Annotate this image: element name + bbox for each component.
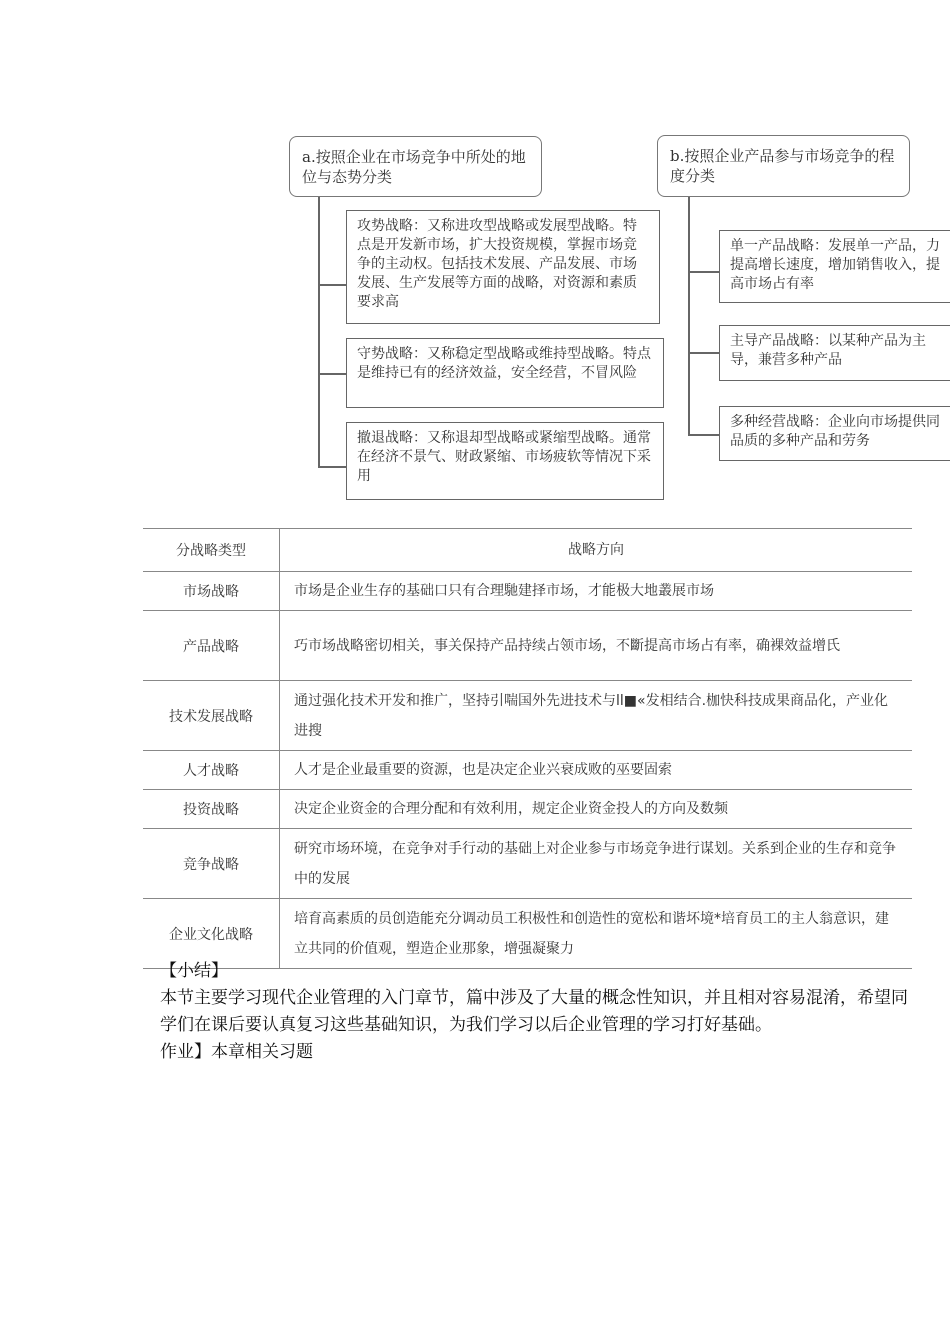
table-row [143,681,912,751]
strategy-type-cell: 人才战略 [143,751,280,790]
strategy-direction-cell: 市场是企业生存的基础口只有合理馳建择市场，才能极大地叢展市场 [280,572,913,611]
leading-product-strategy-box: 主导产品战略：以某种产品为主导，兼营多种产品 [719,325,950,381]
strategy-type-cell: 竞争战略 [143,829,280,899]
strategy-direction-cell: 人才是企业最重要的资源，也是决定企业兴衰成败的巫要固索 [280,751,913,790]
strategy-direction-cell: 培育高素质的员创造能充分调动员工积极性和创造性的宽松和谐坏境*培育员工的主人翁意识，建立共同的价值观，塑造企业那象，增强凝聚力 [280,899,913,969]
table-row [143,572,912,611]
table-header-row [143,529,912,572]
strategy-type-cell: 投资战略 [143,790,280,829]
summary-body: 本节主要学习现代企业管理的入门章节，篇中涉及了大量的概念性知识，并且相对容易混淆，希望同学们在课后要认真复习这些基础知识，为我们学习以后企业管理的学习打好基础。 [160,988,908,1035]
defensive-strategy-box: 守势战略：又称稳定型战略或维持型战略。特点是维持已有的经济效益，安全经营，不冒风险 [346,338,664,408]
table-row [143,829,912,899]
homework-line: 作业】本章相关习题 [160,1042,313,1062]
header-strategy-direction: 战略方向 [280,529,913,572]
strategy-direction-cell: 通过强化技术开发和推广，坚持引喘国外先进技术与ll■«发相结合.枷快科技成果商品化，产业化进搜 [280,681,913,751]
strategy-type-cell: 技术发展战略 [143,681,280,751]
left-category-header: a.按照企业在市场竞争中所处的地位与态势分类 [289,136,542,197]
left-tree-trunk [318,197,320,467]
strategy-table [143,528,912,969]
table-row [143,611,912,681]
summary-section [160,958,910,1066]
table-row [143,751,912,790]
offensive-strategy-box: 攻势战略：又称进攻型战略或发展型战略。特点是开发新市场，扩大投资规模，掌握市场竞争的主动权。包括技术发展、产品发展、市场发展、生产发展等方面的战略，对资源和素质要求高 [346,210,660,324]
strategy-direction-cell: 决定企业资金的合理分配和有效利用，规定企业资金投人的方向及数频 [280,790,913,829]
strategy-type-cell: 市场战略 [143,572,280,611]
left-tree-branch-3 [318,466,346,468]
strategy-type-cell: 产品战略 [143,611,280,681]
right-tree-trunk [688,197,690,435]
single-product-strategy-box: 单一产品战略：发展单一产品，力提高增长速度，增加销售收入，提高市场占有率 [719,230,950,303]
table-row [143,790,912,829]
right-category-header: b.按照企业产品参与市场竞争的程度分类 [657,135,910,197]
right-tree-branch-2 [688,352,719,354]
diversified-strategy-box: 多种经营战略：企业向市场提供同品质的多种产品和劳务 [719,406,950,461]
summary-heading: 【小结】 [160,961,228,981]
strategy-direction-cell: 研究市场环境，在竞争对手行动的基础上对企业参与市场竞争进行谋划。关系到企业的生存和竞争中的发展 [280,829,913,899]
right-tree-branch-3 [688,434,719,436]
strategy-type-cell: 企业文化战略 [143,899,280,969]
strategy-direction-cell: 巧市场战略密切相关，事关保持产品持续占领市场，不斷提高市场占有率，确裸效益增氏 [280,611,913,681]
right-tree-branch-1 [688,271,719,273]
left-tree-branch-2 [318,373,346,375]
header-strategy-type: 分战略类型 [143,529,280,572]
retreat-strategy-box: 撤退战略：又称退却型战略或紧缩型战略。通常在经济不景气、财政紧缩、市场疲软等情况下采用 [346,422,664,500]
left-tree-branch-1 [318,284,346,286]
